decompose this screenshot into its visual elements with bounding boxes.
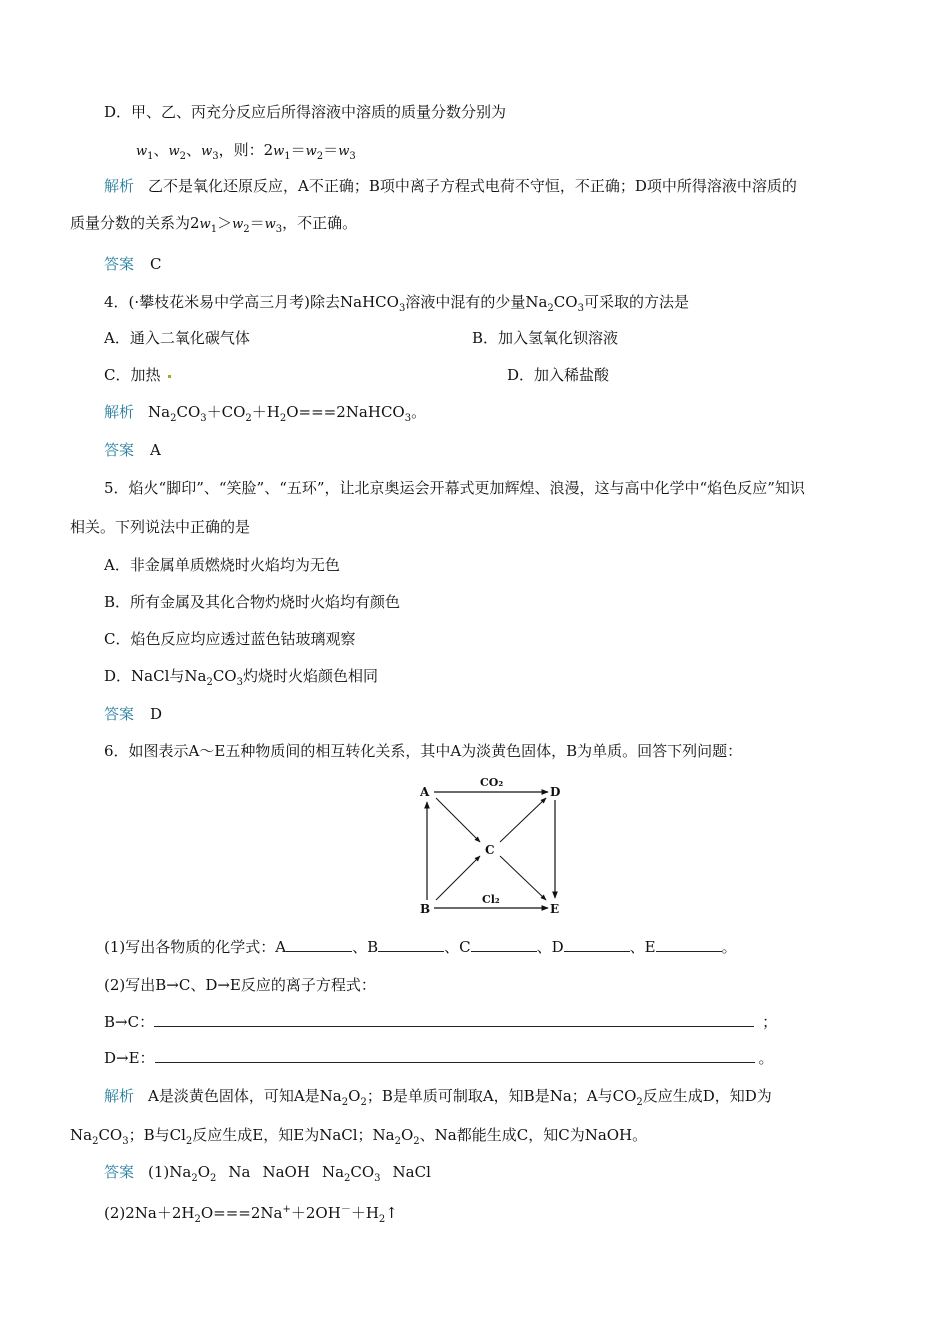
node-b: B [420,902,431,916]
q3-analysis: 解析 乙不是氧化还原反应，A不正确；B项中离子方程式电荷不守恒，不正确；D项中所得溶液中溶质的 [104,177,797,195]
node-e: E [550,902,560,916]
q4-option-d: D．加入稀盐酸 [507,366,610,384]
blank-bc[interactable] [154,1012,754,1027]
label-co2: CO₂ [480,776,504,789]
q6-bc-line: B→C： ； [104,1013,778,1031]
q5-option-c: C．焰色反应均应透过蓝色钴玻璃观察 [104,630,356,648]
blank-b[interactable] [378,937,444,952]
q4-option-b: B．加入氢氧化钡溶液 [472,329,619,347]
q5-option-a: A．非金属单质燃烧时火焰均为无色 [104,556,340,574]
arrow-c-to-d [500,798,546,842]
q4-analysis: 解析 $Na_2CO_3+CO_2+H_2O===2NaHCO_3$。 [104,403,427,424]
q3-answer: 答案 C [104,255,162,273]
q6-analysis-cont: $Na_2CO_3$；B与$Cl_2$反应生成E，知E为NaCl；$Na_2O_2$、Na都能生成C，知C为NaOH。 [70,1126,648,1147]
q6-stem: 6．如图表示A～E五种物质间的相互转化关系，其中A为淡黄色固体，B为单质。回答下列问题： [104,742,743,760]
q3-option-d: D．甲、乙、丙充分反应后所得溶液中溶质的质量分数分别为 [104,103,507,121]
q6-answer: 答案 $(1)Na_2O_2$ Na NaOH $Na_2CO_3$ NaCl [104,1163,431,1184]
q5-option-d: D．NaCl与$Na_2CO_3$灼烧时火焰颜色相同 [104,667,378,688]
q4-option-a: A．通入二氧化碳气体 [104,329,250,347]
q5-answer: 答案 D [104,705,163,723]
dot-mark [168,375,171,378]
q5-stem: 5．焰火“脚印”、“笑脸”、“五环”，让北京奥运会开幕式更加辉煌、浪漫，这与高中化学中“焰色反应”知识 [104,479,805,497]
blank-de[interactable] [155,1048,755,1063]
q4-answer: 答案 A [104,441,161,459]
blank-a[interactable] [286,937,352,952]
node-a: A [420,785,430,799]
arrow-a-to-c [436,798,480,842]
q4-option-c: C．加热 [104,365,171,385]
q5-option-b: B．所有金属及其化合物灼烧时火焰均有颜色 [104,593,401,611]
blank-d[interactable] [564,937,630,952]
analysis-label: 解析 [104,177,135,195]
arrow-b-to-c [436,856,480,900]
conversion-diagram [416,772,566,918]
q6-sub1: (1)写出各物质的化学式：A 、B 、C 、D 、E 。 [104,938,737,956]
arrow-c-to-e [500,856,546,900]
q6-analysis: 解析 A是淡黄色固体，可知A是$Na_2O_2$；B是单质可制取A，知B是Na；A与$CO_2$反应生成D，知D为 [104,1087,772,1108]
node-d: D [550,785,561,799]
node-c: C [485,843,495,857]
label-cl2: Cl₂ [482,893,500,906]
blank-c[interactable] [471,937,537,952]
q6-de-line: D→E： 。 [104,1049,774,1067]
answer-label: 答案 [104,255,135,273]
q6-sub2: (2)写出B→C、D→E反应的离子方程式： [104,976,376,994]
blank-e[interactable] [656,937,722,952]
q6-answer-2: $(2)2Na+2H_2O===2Na^++2OH^-+H_2↑$ [104,1204,398,1225]
q5-stem-cont: 相关。下列说法中正确的是 [70,518,251,536]
q3-option-d-formula: $w_1$、$w_2$、$w_3$，则：$2w_1=w_2=w_3$ [136,141,356,162]
q3-analysis-cont: 质量分数的关系为$2w_1>w_2=w_3$，不正确。 [70,214,358,235]
q4-stem: 4．(·攀枝花米易中学高三月考)除去NaHCO$_3$溶液中混有的少量$Na_2CO_3$可采取的方法是 [104,293,689,314]
